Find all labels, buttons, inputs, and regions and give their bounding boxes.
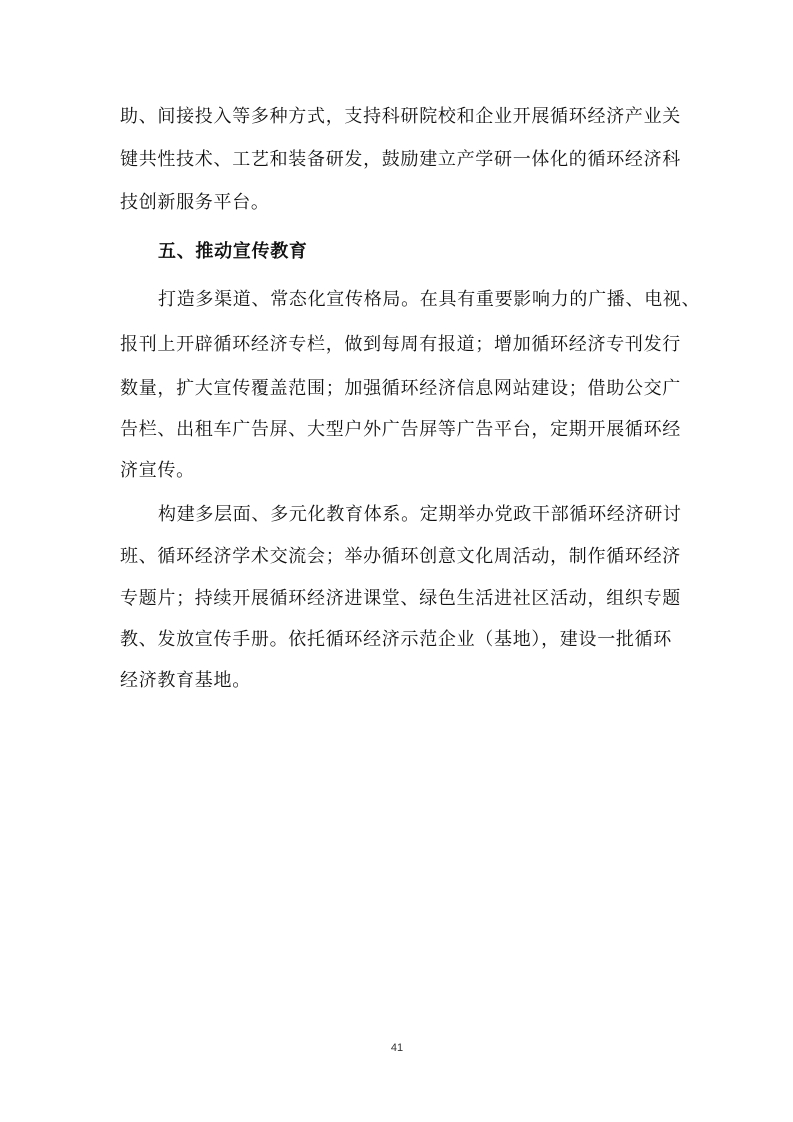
paragraph-line: 打造多渠道、常态化宣传格局。在具有重要影响力的广播、电视、 bbox=[158, 289, 701, 310]
paragraph-line: 专题片；持续开展循环经济进课堂、绿色生活进社区活动，组织专题 bbox=[120, 588, 681, 609]
page-number: 41 bbox=[390, 1042, 404, 1054]
paragraph-line: 技创新服务平台。 bbox=[120, 192, 270, 213]
paragraph-line: 键共性技术、工艺和装备研发，鼓励建立产学研一体化的循环经济科 bbox=[120, 149, 681, 170]
paragraph-line: 报刊上开辟循环经济专栏，做到每周有报道；增加循环经济专刊发行 bbox=[120, 334, 681, 355]
paragraph-line: 教、发放宣传手册。依托循环经济示范企业（基地），建设一批循环 bbox=[120, 629, 672, 650]
paragraph-line: 数量，扩大宣传覆盖范围；加强循环经济信息网站建设；借助公交广 bbox=[120, 378, 681, 399]
paragraph-line: 助、间接投入等多种方式，支持科研院校和企业开展循环经济产业关 bbox=[120, 106, 681, 127]
paragraph-line: 济宣传。 bbox=[120, 460, 195, 481]
paragraph-line: 告栏、出租车广告屏、大型户外广告屏等广告平台，定期开展循环经 bbox=[120, 419, 681, 440]
paragraph-line: 班、循环经济学术交流会；举办循环创意文化周活动，制作循环经济 bbox=[120, 546, 681, 567]
paragraph-line: 构建多层面、多元化教育体系。定期举办党政干部循环经济研讨 bbox=[158, 504, 682, 525]
section-heading: 五、推动宣传教育 bbox=[158, 241, 308, 262]
paragraph-line: 经济教育基地。 bbox=[120, 670, 251, 691]
